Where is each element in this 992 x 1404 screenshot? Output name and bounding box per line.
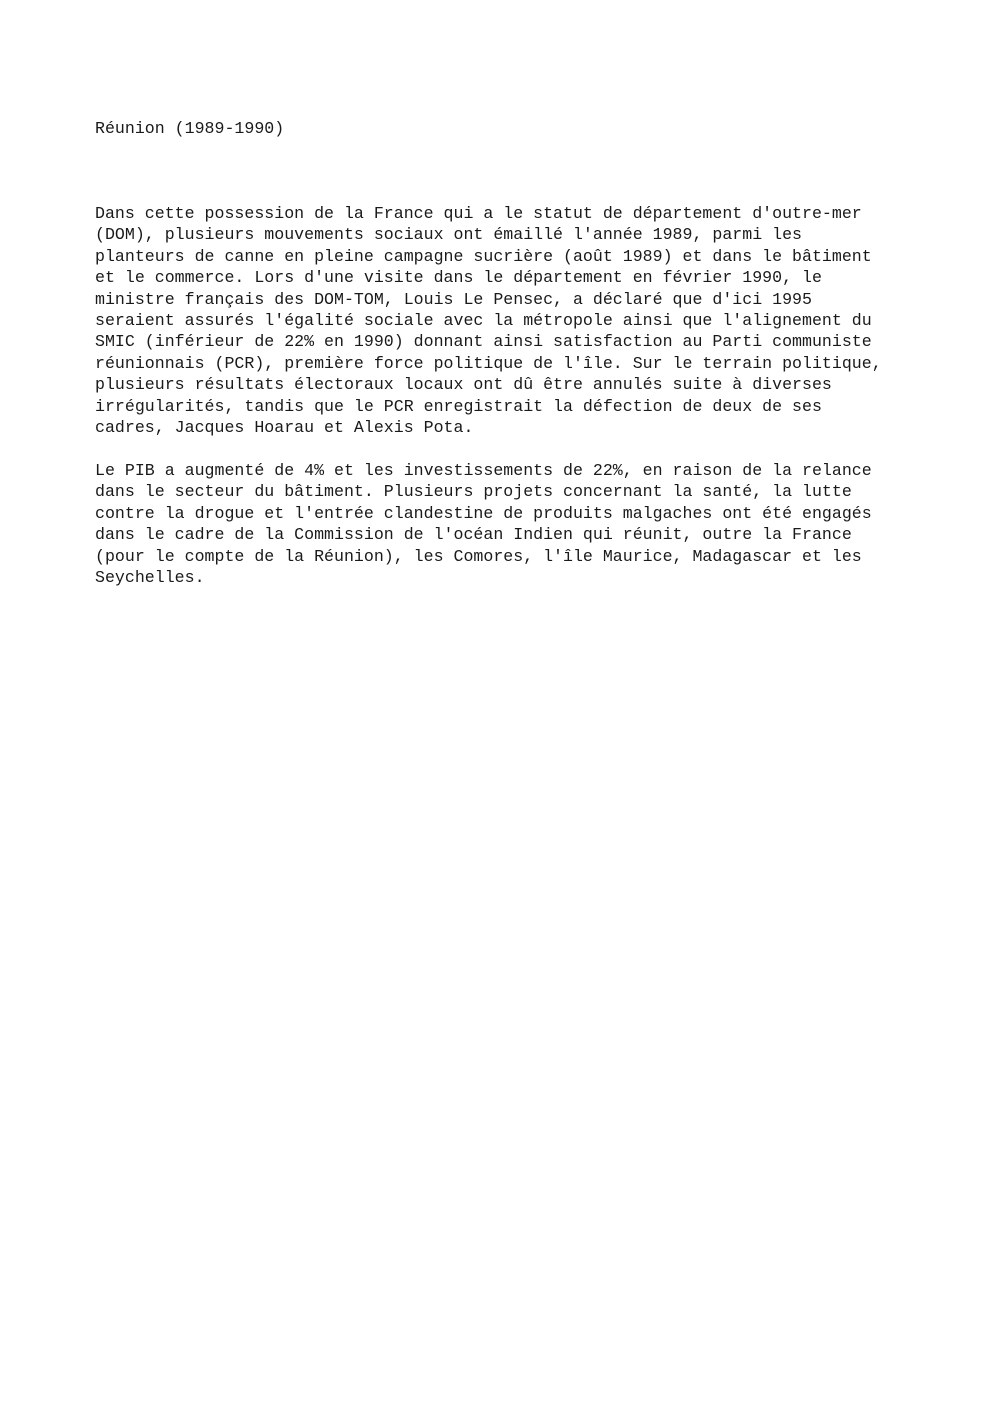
document-title: Réunion (1989-1990) (95, 119, 285, 138)
paragraph-1: Dans cette possession de la France qui a le statut de département d'outre-mer (DOM), plusieurs mouvements sociaux ont émaillé l'année 1989, parmi les planteurs de canne en pleine campagne sucrière (août 1989) et dans le bâtiment et le commerce. Lors d'une visite dans le département en février 1990, le ministre français des DOM-TOM, Louis Le Pensec, a déclaré que d'ici 1995 seraient assurés l'égalité sociale avec la métropole ainsi que l'alignement du SMIC (inférieur de 22% en 1990) donnant ainsi satisfaction au Parti communiste réunionnais (PCR), première force politique de l'île. Sur le terrain politique, plusieurs résultats électoraux locaux ont dû être annulés suite à diverses irrégularités, tandis que le PCR enregistrait la défection de deux de ses cadres, Jacques Hoarau et Alexis Pota. (95, 204, 882, 438)
paragraph-2: Le PIB a augmenté de 4% et les investissements de 22%, en raison de la relance dans le secteur du bâtiment. Plusieurs projets concernant la santé, la lutte contre la drogue et l'entrée clandestine de produits malgaches ont été engagés dans le cadre de la Commission de l'océan Indien qui réunit, outre la France (pour le compte de la Réunion), les Comores, l'île Maurice, Madagascar et les Seychelles. (95, 461, 872, 588)
